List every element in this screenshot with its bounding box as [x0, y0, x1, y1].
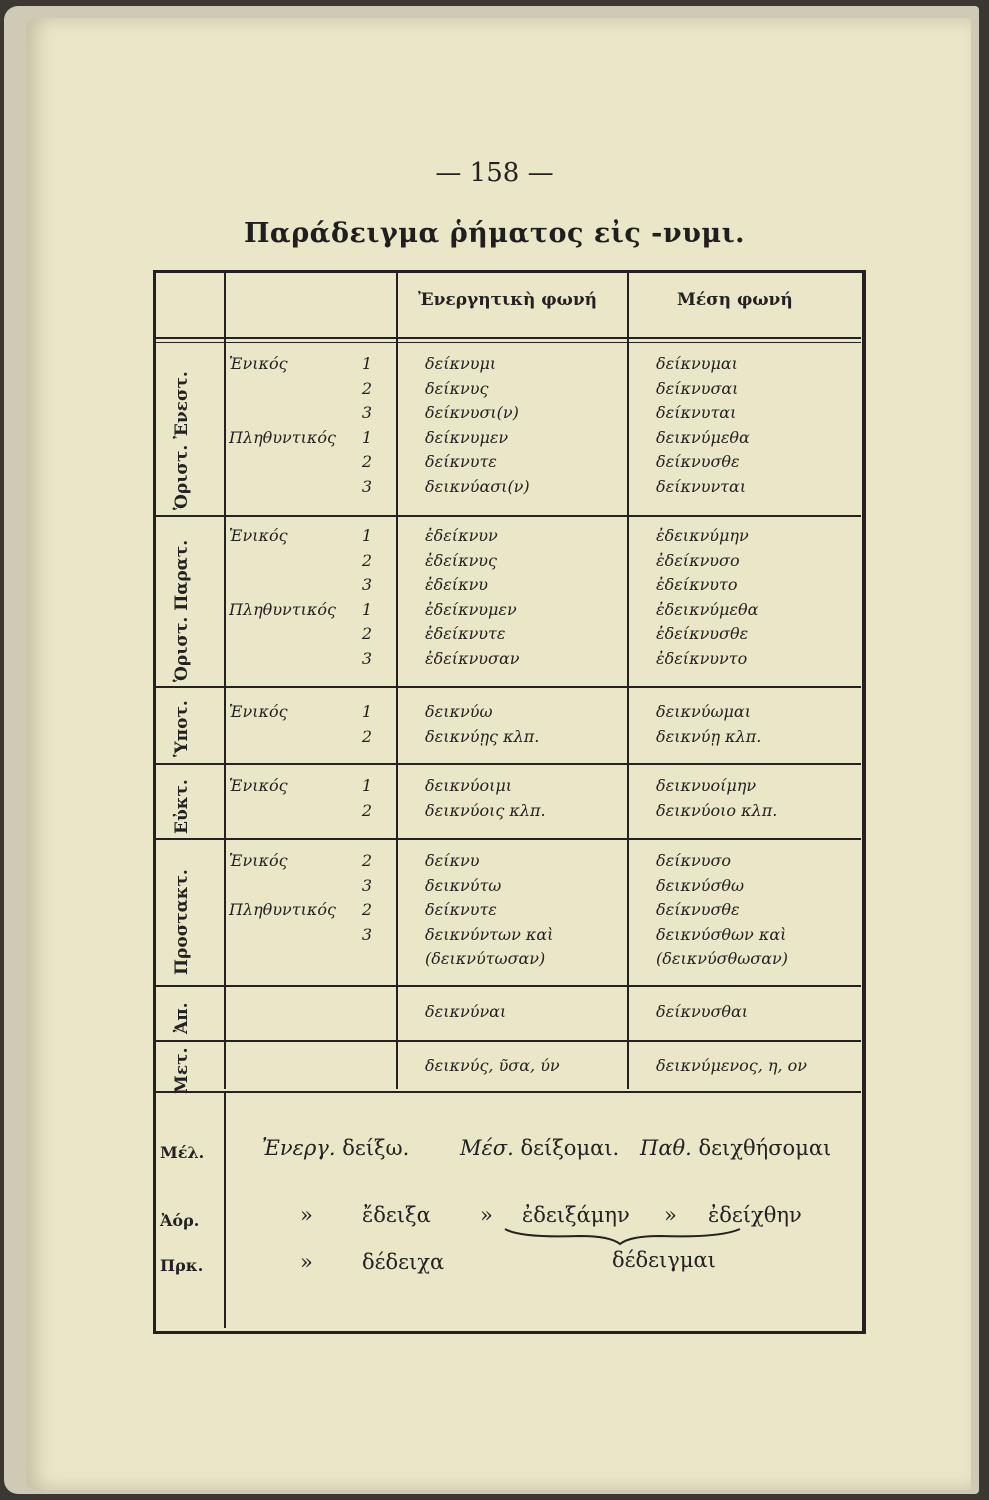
person-pl: Πληθυντικός [229, 900, 336, 919]
form-middle: δείκνυσθε [656, 452, 740, 471]
person-sg: Ἑνικός [229, 702, 288, 721]
num: 2 [361, 726, 372, 746]
row-rule [155, 985, 861, 987]
row-rule [155, 763, 861, 765]
person-pl: Πληθυντικός [229, 599, 336, 619]
label-inf: Ἀπ. [172, 1002, 192, 1034]
num: 1 [361, 776, 372, 795]
form-active: δεικνύς, ῦσα, ύν [425, 1056, 560, 1075]
header-rule [155, 337, 861, 339]
form-middle: δείκνυσο [656, 851, 731, 870]
num: 3 [361, 476, 372, 496]
ditto-mark: » [480, 1203, 493, 1227]
form-active: δείκνυτε [425, 452, 497, 471]
header-middle-voice: Μέση φωνή [677, 290, 793, 310]
row-rule [155, 1040, 861, 1042]
form-middle: δείκνυται [656, 403, 737, 422]
form-active: δεικνύντων καὶ [425, 924, 554, 944]
form-middle: δείκνυσαι [656, 378, 739, 398]
label-imper: Προστακτ. [172, 869, 192, 975]
row-rule [155, 515, 861, 517]
form-middle: δεικνύσθω [656, 875, 745, 895]
perfect-middle-passive: δέδειγμαι [612, 1248, 716, 1272]
ditto-mark: » [300, 1203, 313, 1227]
num: 2 [361, 452, 372, 471]
form-middle: δείκνυνται [656, 476, 747, 496]
form-middle: δεικνύωμαι [656, 702, 751, 721]
label-perfect: Πρκ. [160, 1256, 204, 1275]
label-pres-ind: Ὁριστ. Ἐνεστ. [172, 371, 192, 510]
future-passive-row [640, 1136, 831, 1160]
form-middle: δεικνύῃ κλπ. [656, 726, 762, 746]
num: 2 [361, 900, 372, 919]
row-rule [155, 838, 861, 840]
form-active: δεικνύναι [425, 1002, 507, 1021]
form-active: δεικνύοιμι [425, 776, 513, 795]
form-active: δεικνύασι(ν) [425, 476, 530, 496]
form-active: (δεικνύτωσαν) [425, 949, 546, 968]
form-active: δείκνυ [425, 851, 480, 870]
form-active: ἐδείκνυς [425, 550, 497, 570]
num: 1 [361, 427, 372, 447]
num: 2 [361, 550, 372, 570]
label-part: Μετ. [172, 1047, 192, 1094]
perfect-active: δέδειχα [362, 1250, 445, 1274]
num: 3 [361, 648, 372, 668]
num: 3 [361, 924, 372, 944]
num: 2 [361, 378, 372, 398]
page-title: Παράδειγμα ῥήματος εἰς -νυμι. [243, 218, 746, 249]
future-middle: δείξομαι. [520, 1136, 620, 1160]
col-divider-person [396, 272, 398, 1089]
num: 3 [361, 575, 372, 594]
label-opt: Εὐκτ. [172, 779, 192, 834]
form-middle: δείκνυμαι [656, 354, 738, 373]
form-middle: ἐδείκνυσθε [656, 624, 749, 643]
label-imperf: Ὁριστ. Παρατ. [172, 539, 192, 682]
form-middle: ἐδείκνυσο [656, 550, 740, 570]
num: 3 [361, 403, 372, 422]
form-middle: (δεικνύσθωσαν) [656, 949, 788, 968]
form-middle: δεικνύμεθα [656, 427, 750, 447]
person-sg: Ἑνικός [229, 851, 288, 870]
num: 1 [361, 354, 372, 373]
ditto-mark: » [664, 1203, 677, 1227]
ditto-mark: » [300, 1250, 313, 1274]
form-active: ἐδείκνυτε [425, 624, 506, 643]
page-number: — 158 — [435, 158, 554, 188]
num: 2 [361, 624, 372, 643]
future-middle-row [460, 1136, 619, 1160]
col-divider-voice [627, 272, 629, 1089]
person-sg: Ἑνικός [229, 354, 288, 373]
future-passive: δειχθήσομαι [698, 1136, 832, 1160]
person-pl: Πληθυντικός [229, 427, 336, 447]
form-active: δεικνύω [425, 702, 493, 721]
form-active: δεικνύῃς κλπ. [425, 726, 540, 746]
form-middle: δεικνυοίμην [656, 776, 757, 795]
header-rule-thin [155, 342, 861, 343]
aorist-passive: ἐδείχθην [708, 1203, 802, 1227]
form-active: ἐδείκνυ [425, 575, 489, 594]
form-active: ἐδείκνυμεν [425, 599, 517, 619]
form-middle: ἐδεικνύμεθα [656, 599, 759, 619]
col-divider-mood [224, 272, 226, 1089]
label-aorist: Ἀόρ. [160, 1211, 200, 1230]
form-middle: ἐδείκνυντο [656, 648, 748, 668]
future-row [262, 1136, 409, 1160]
label-future: Μέλ. [160, 1143, 205, 1162]
form-active: δείκνυτε [425, 900, 497, 919]
form-active: ἐδείκνυν [425, 526, 498, 545]
aorist-middle: ἐδειξάμην [522, 1203, 630, 1227]
form-active: ἐδείκνυσαν [425, 648, 520, 668]
aorist-active: ἔδειξα [362, 1203, 431, 1227]
form-active: δείκνυμι [425, 354, 497, 373]
num: 1 [361, 702, 372, 721]
num: 1 [361, 599, 372, 619]
form-middle: δείκνυσθε [656, 900, 740, 919]
form-active: δείκνυς [425, 378, 489, 398]
form-active: δεικνύοις κλπ. [425, 800, 546, 820]
row-rule [155, 686, 861, 688]
voice-active-label: Ἐνεργ. [262, 1136, 336, 1160]
header-active-voice: Ἐνεργητικὴ φωνή [418, 290, 598, 310]
form-middle: ἐδεικνύμην [656, 526, 749, 545]
person-sg: Ἑνικός [229, 526, 288, 545]
person-sg: Ἑνικός [229, 776, 288, 795]
label-subj: Ὑποτ. [172, 700, 192, 757]
form-active: δεικνύτω [425, 875, 502, 895]
future-active: δείξω. [342, 1136, 410, 1160]
row-rule [155, 1091, 861, 1093]
form-middle: δείκνυσθαι [656, 1002, 749, 1021]
form-middle: δεικνύσθων καὶ [656, 924, 787, 944]
num: 1 [361, 526, 372, 545]
form-middle: δεικνύοιο κλπ. [656, 800, 778, 820]
col-divider-tenses [224, 1093, 226, 1328]
num: 3 [361, 875, 372, 895]
brace-mark [500, 1226, 750, 1246]
form-middle: ἐδείκνυτο [656, 575, 738, 594]
num: 2 [361, 851, 372, 870]
voice-middle-label: Μέσ. [460, 1136, 514, 1160]
form-active: δείκνυσι(ν) [425, 403, 519, 422]
num: 2 [361, 800, 372, 820]
form-active: δείκνυμεν [425, 427, 509, 447]
voice-passive-label: Παθ. [640, 1136, 692, 1160]
form-middle: δεικνύμενος, η, ον [656, 1056, 808, 1075]
